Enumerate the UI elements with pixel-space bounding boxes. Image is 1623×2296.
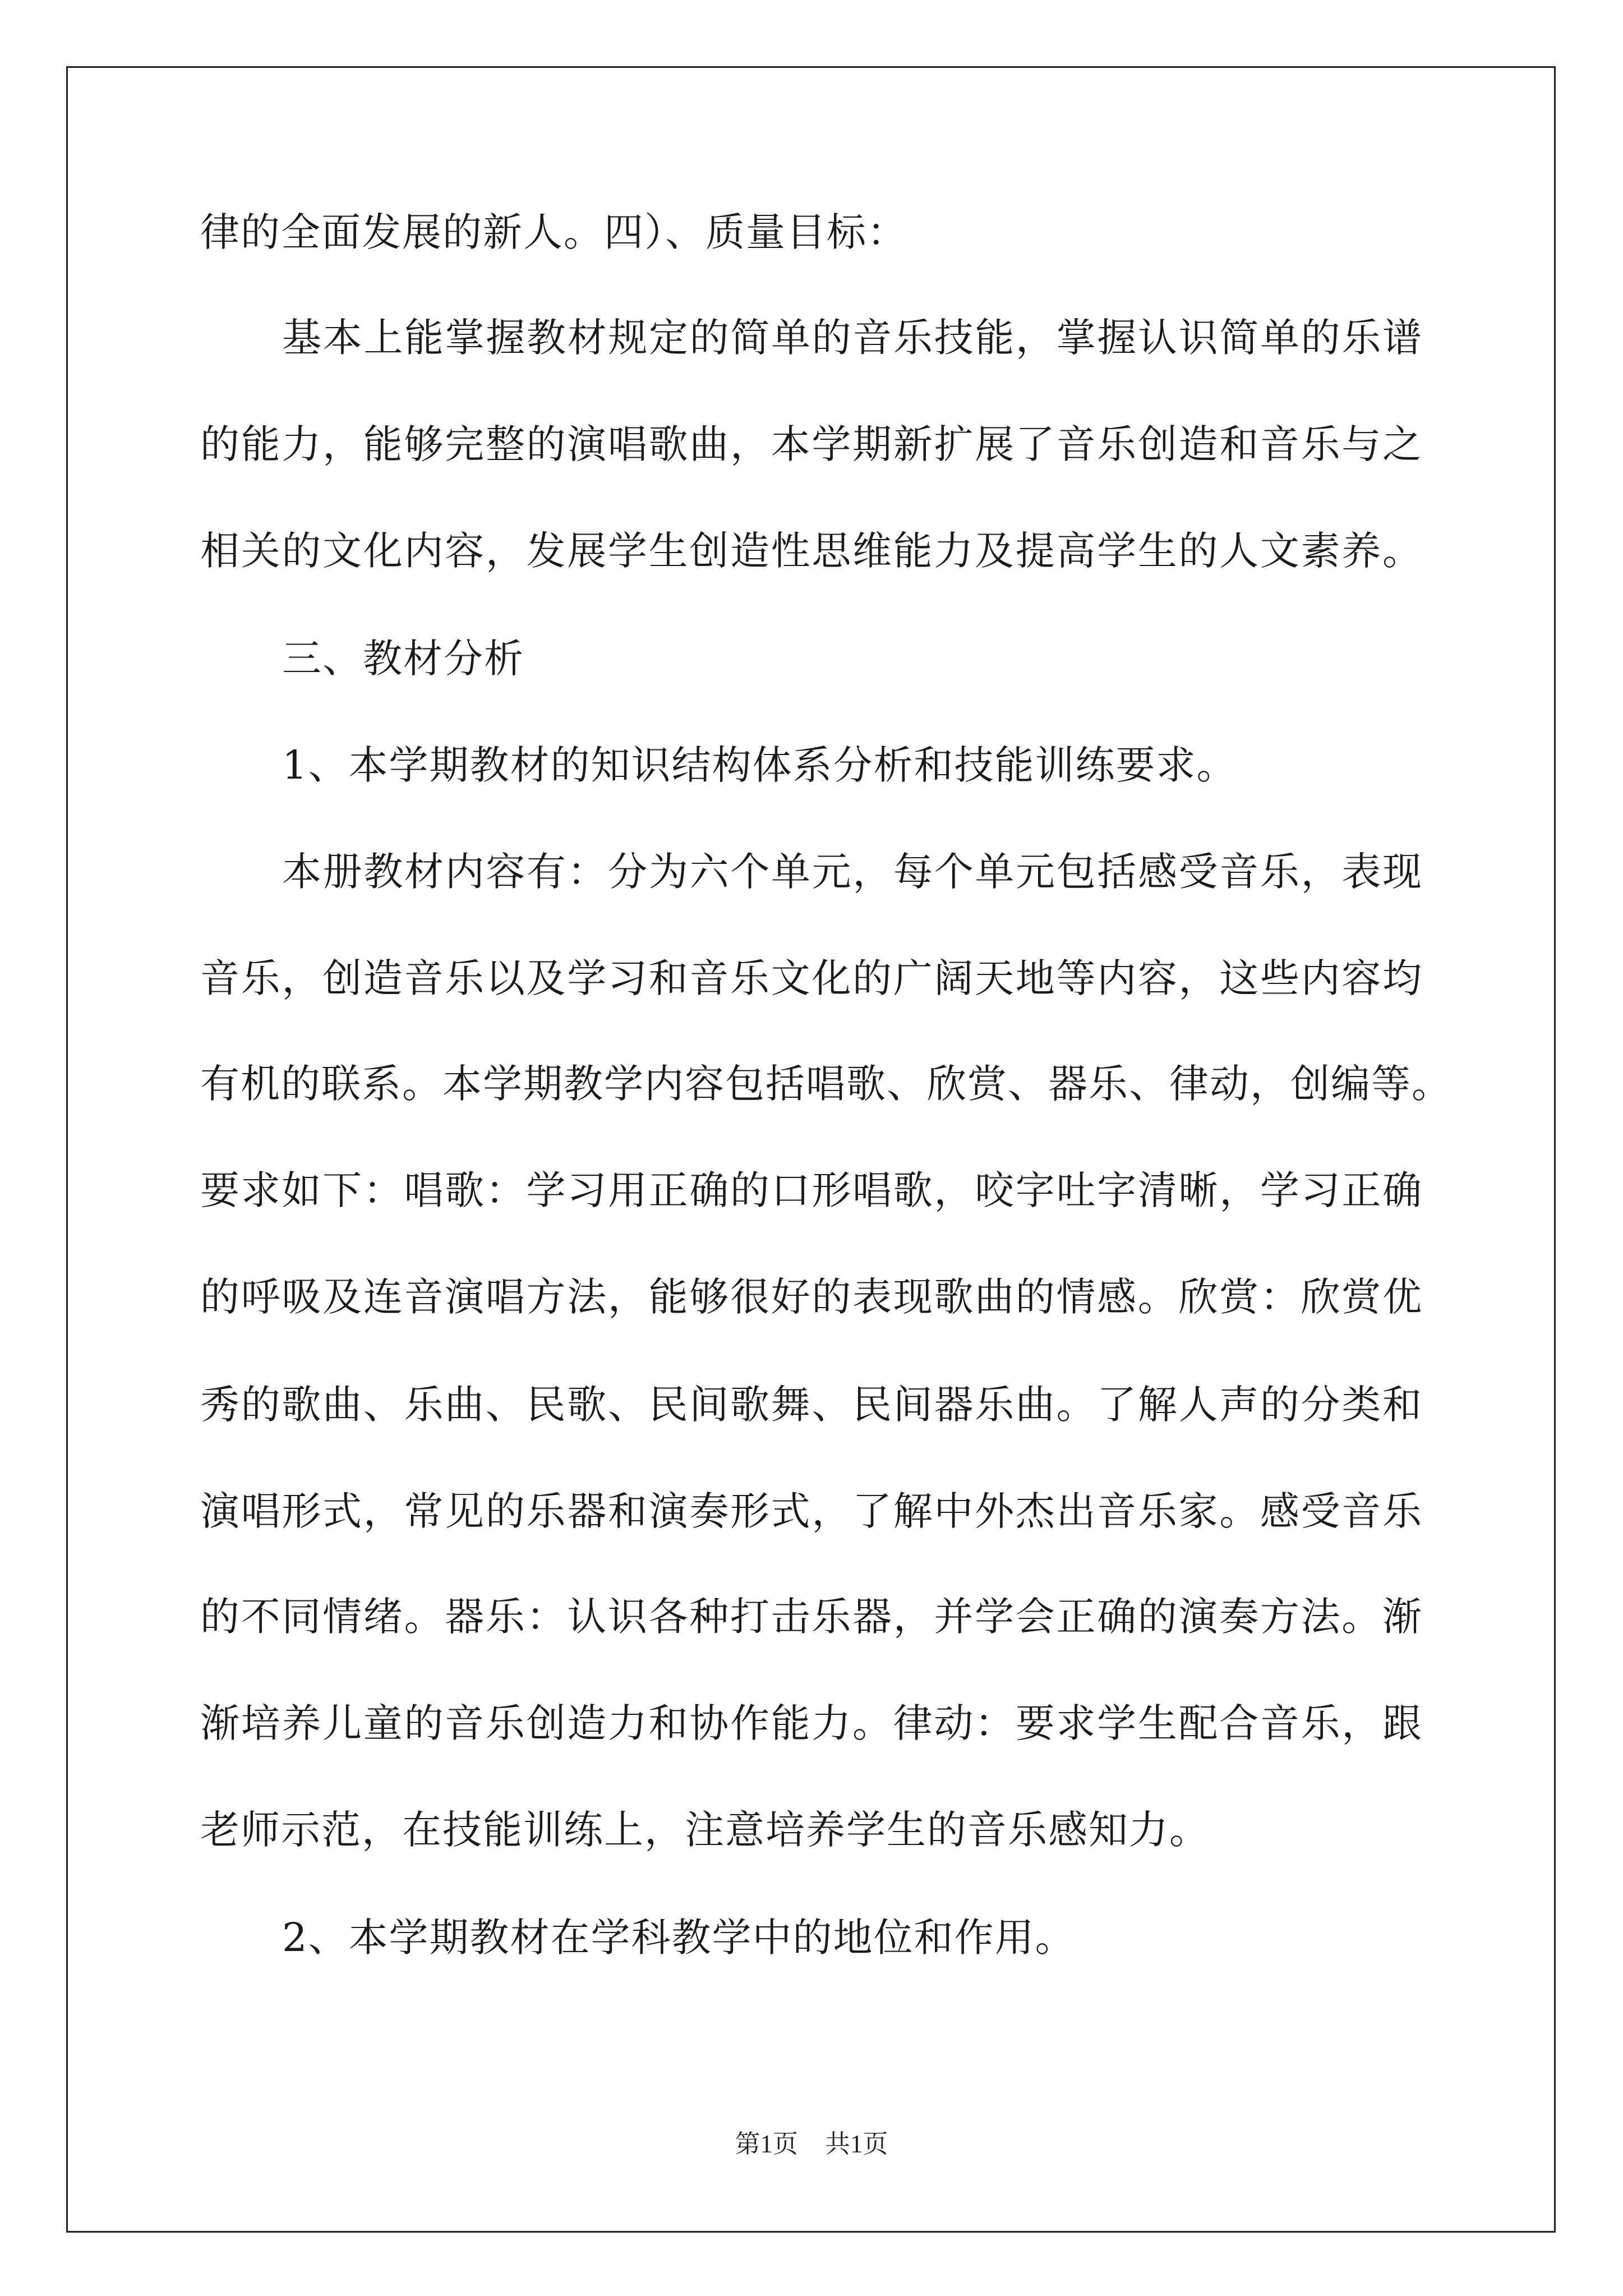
text-line: 的呼吸及连音演唱方法，能够很好的表现歌曲的情感。欣赏：欣赏优 — [200, 1274, 1423, 1320]
subsection-heading: 2、本学期教材在学科教学中的地位和作用。 — [282, 1915, 1076, 1961]
page-total: 共1页 — [825, 2130, 888, 2158]
text-line: 秀的歌曲、乐曲、民歌、民间歌舞、民间器乐曲。了解人声的分类和 — [200, 1382, 1423, 1428]
section-heading: 三、教材分析 — [282, 636, 524, 682]
text-line: 演唱形式，常见的乐器和演奏形式，了解中外杰出音乐家。感受音乐 — [200, 1488, 1423, 1534]
page-number: 第1页 — [735, 2130, 798, 2158]
page-footer — [0, 2127, 1623, 2161]
text-line: 渐培养儿童的音乐创造力和协作能力。律动：要求学生配合音乐，跟 — [200, 1700, 1423, 1746]
text-line: 律的全面发展的新人。四）、质量目标： — [200, 209, 907, 255]
text-line: 相关的文化内容，发展学生创造性思维能力及提高学生的人文素养。 — [200, 528, 1423, 574]
page-border — [66, 66, 1556, 2233]
text-line: 基本上能掌握教材规定的简单的音乐技能，掌握认识简单的乐谱 — [282, 315, 1423, 361]
text-line: 的不同情绪。器乐：认识各种打击乐器，并学会正确的演奏方法。渐 — [200, 1594, 1423, 1640]
text-line: 的能力，能够完整的演唱歌曲，本学期新扩展了音乐创造和音乐与之 — [200, 421, 1423, 467]
text-line: 有机的联系。本学期教学内容包括唱歌、欣赏、器乐、律动，创编等。 — [200, 1061, 1452, 1107]
text-line: 本册教材内容有：分为六个单元，每个单元包括感受音乐，表现 — [282, 849, 1423, 895]
text-line: 音乐，创造音乐以及学习和音乐文化的广阔天地等内容，这些内容均 — [200, 955, 1423, 1001]
subsection-heading: 1、本学期教材的知识结构体系分析和技能训练要求。 — [282, 742, 1237, 788]
text-line: 要求如下：唱歌：学习用正确的口形唱歌，咬字吐字清晰，学习正确 — [200, 1167, 1423, 1213]
text-line: 老师示范，在技能训练上，注意培养学生的音乐感知力。 — [200, 1807, 1210, 1853]
